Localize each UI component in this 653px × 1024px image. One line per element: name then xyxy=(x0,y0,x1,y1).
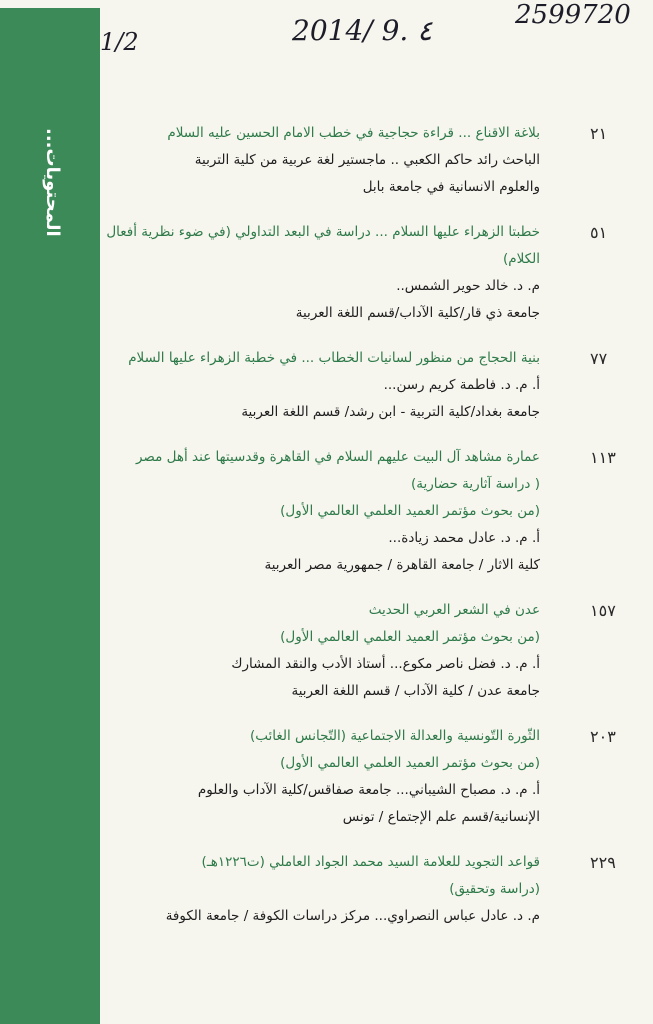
contents-entry xyxy=(120,444,640,579)
entry-page-number: ١٥٧ xyxy=(590,601,616,620)
entry-text-line: أ. م. د. مصباح الشيباني... جامعة صفاقس/كلية الآداب والعلوم xyxy=(197,782,540,798)
entry-page-number: ٥١ xyxy=(590,223,608,242)
entry-title-line: عدن في الشعر العربي الحديث xyxy=(368,602,540,618)
contents-entry xyxy=(106,219,640,327)
entry-page-number: ٢٢٩ xyxy=(590,853,616,872)
entry-text-line: جامعة بغداد/كلية التربية - ابن رشد/ قسم اللغة العربية xyxy=(241,404,540,420)
entry-note-line: (دراسة وتحقيق) xyxy=(449,881,540,897)
handwritten-number: 2599720 xyxy=(515,0,631,30)
entry-title-line: قواعد التجويد للعلامة السيد محمد الجواد العاملي (ت١٢٢٦هـ) xyxy=(201,854,540,870)
entry-text-line: كلية الاثار / جامعة القاهرة / جمهورية مصر العربية xyxy=(264,557,540,573)
green-sidebar xyxy=(0,8,100,1024)
entry-page-number: ١١٣ xyxy=(590,448,616,467)
entry-title-line: خطبتا الزهراء عليها السلام ... دراسة في البعد التداولي (في ضوء نظرية أفعال xyxy=(106,224,540,240)
entry-text-line: الإنسانية/قسم علم الإجتماع / تونس xyxy=(342,809,540,825)
entry-note-line: (من بحوث مؤتمر العميد العلمي العالمي الأول) xyxy=(280,503,540,519)
entry-text-line: أ. م. د. فاطمة كريم رسن... xyxy=(383,377,540,393)
entry-page-number: ٢٠٣ xyxy=(590,727,616,746)
contents-entry xyxy=(120,345,640,426)
entry-text-line: الباحث رائد حاكم الكعبي .. ماجستير لغة عربية من كلية التربية xyxy=(194,152,540,168)
entry-text-line: جامعة ذي قار/كلية الآداب/قسم اللغة العربية xyxy=(295,305,540,321)
entry-note-line: (من بحوث مؤتمر العميد العلمي العالمي الأول) xyxy=(280,629,540,645)
contents-entry xyxy=(120,597,640,705)
entry-body xyxy=(120,444,540,579)
contents-entry xyxy=(120,849,640,930)
contents-heading: المحتويات... xyxy=(42,128,63,237)
entry-text-line: أ. م. د. عادل محمد زيادة... xyxy=(388,530,540,546)
contents-entry xyxy=(120,723,640,831)
entry-page-number: ٧٧ xyxy=(590,349,608,368)
entry-text-line: م. د. عادل عباس النصراوي... مركز دراسات الكوفة / جامعة الكوفة xyxy=(165,908,540,924)
entry-note-line: ( دراسة آثارية حضارية) xyxy=(410,476,540,492)
entry-body xyxy=(106,219,540,327)
entry-note-line: (من بحوث مؤتمر العميد العلمي العالمي الأول) xyxy=(280,755,540,771)
entry-body xyxy=(120,723,540,831)
entry-text-line: أ. م. د. فضل ناصر مكوع... أستاذ الأدب والنقد المشارك xyxy=(231,656,540,672)
contents-list xyxy=(106,120,640,948)
entry-text-line: م. د. خالد حوير الشمس.. xyxy=(396,278,540,294)
entry-title-line: بنية الحجاج من منظور لسانيات الخطاب ... في خطبة الزهراء عليها السلام xyxy=(128,350,540,366)
handwritten-page-mark: 1/2 xyxy=(100,28,139,56)
entry-text-line: جامعة عدن / كلية الآداب / قسم اللغة العربية xyxy=(291,683,540,699)
entry-title-line: بلاغة الاقناع ... قراءة حجاجية في خطب الامام الحسين عليه السلام xyxy=(167,125,540,141)
entry-title-line: الكلام) xyxy=(503,251,540,267)
entry-body xyxy=(120,597,540,705)
handwritten-date: 2014/ 9. ٤ xyxy=(292,14,433,47)
entry-text-line: والعلوم الانسانية في جامعة بابل xyxy=(362,179,540,195)
entry-body xyxy=(120,120,540,201)
entry-body xyxy=(120,345,540,426)
entry-title-line: عمارة مشاهد آل البيت عليهم السلام في القاهرة وقدسيتها عند أهل مصر xyxy=(135,449,540,465)
entry-title-line: الثّورة التّونسية والعدالة الاجتماعية (التّجانس الغائب) xyxy=(250,728,540,744)
contents-entry xyxy=(120,120,640,201)
entry-page-number: ٢١ xyxy=(590,124,608,143)
entry-body xyxy=(120,849,540,930)
